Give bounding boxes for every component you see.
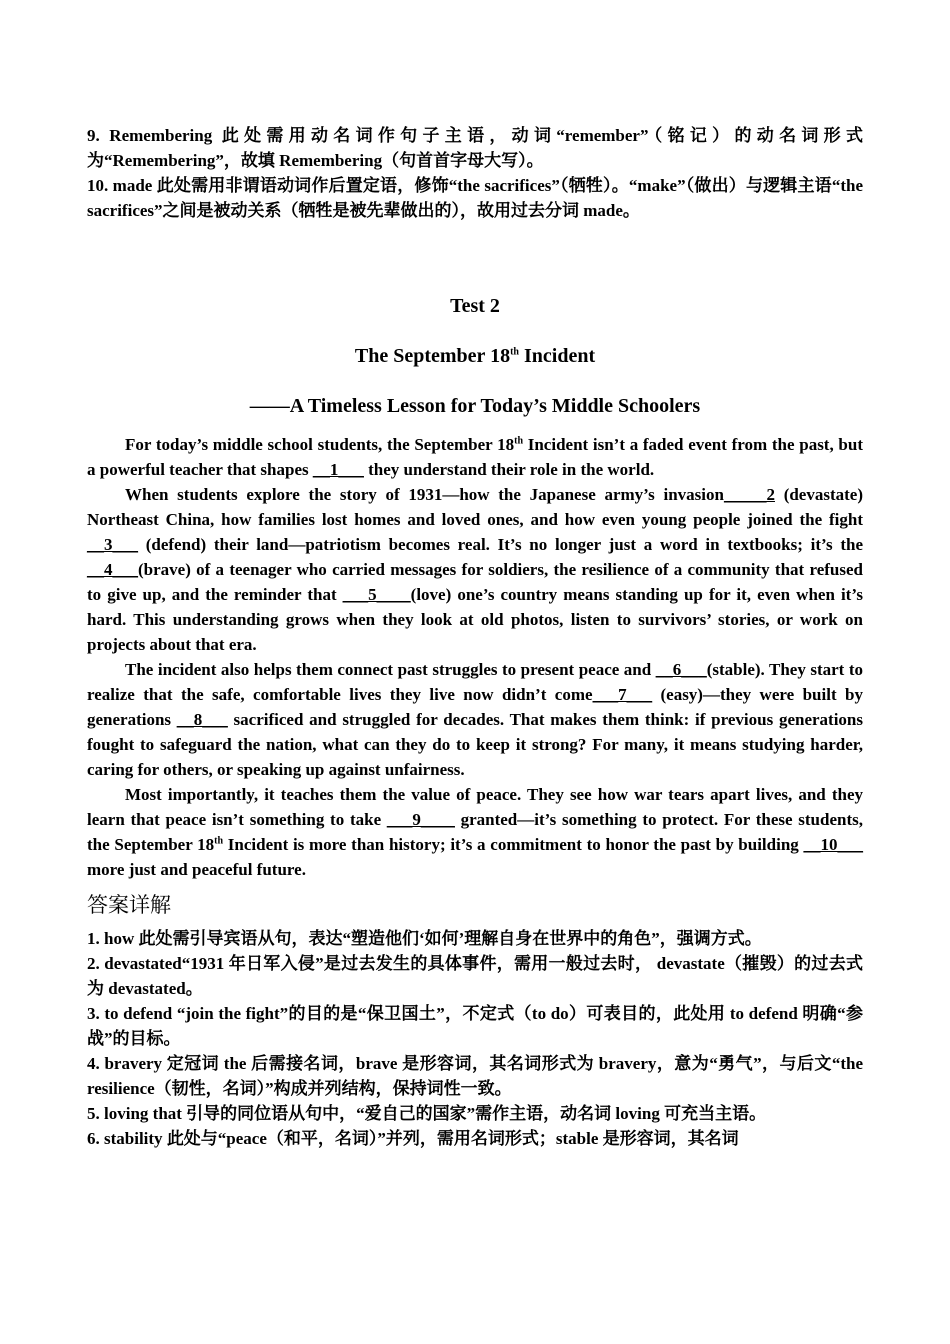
passage-text: (easy)—they were built by generations	[87, 685, 863, 729]
passage-text: (defend) their land—patriotism becomes real. It’s no longer just a word in textbooks; it’s the	[138, 535, 863, 554]
answer-lead: 2. devastated	[87, 954, 182, 973]
passage-text: For today’s middle school students, the September 18	[125, 435, 515, 454]
answer-item	[87, 1051, 863, 1101]
answer-lead: 1. how	[87, 929, 135, 948]
answer-text: 此处需用非谓语动词作后置定语，修饰“the sacrifices”（牺牲）。“make”（做出）与逻辑主语“the sacrifices”之间是被动关系（牺牲是被先辈做出的），故用过去分词 made。	[87, 176, 863, 220]
blank-6: __6___	[655, 660, 707, 679]
answer-lead: 5. loving	[87, 1104, 149, 1123]
passage-text: (love) one’s country means standing up for it, even when it’s hard. This understanding grows when they look at old photos, listen to survivors’ stories, or work on projects about that era.	[87, 585, 863, 654]
answer-item	[87, 1001, 863, 1051]
passage-text: Incident isn’t a faded event from the past, but a powerful teacher that shapes	[87, 435, 863, 479]
passage-paragraph-4	[87, 782, 863, 882]
blank-10: __10___	[803, 835, 863, 854]
answers-heading: 答案详解	[87, 893, 171, 917]
answer-item	[87, 1101, 863, 1126]
passage-title-sup: th	[510, 346, 519, 358]
answer-item-9	[87, 123, 863, 173]
blank-8: __8___	[176, 710, 228, 729]
passage-title	[87, 341, 863, 371]
blank-2: _____2	[723, 485, 775, 504]
answer-item	[87, 926, 863, 951]
passage-text: When students explore the story of 1931—how the Japanese army’s invasion	[125, 485, 724, 504]
answer-item	[87, 1126, 863, 1151]
blank-1: __1___	[312, 460, 364, 479]
superscript: th	[514, 435, 524, 447]
passage-text: granted—it’s something to protect. For these students, the September 18	[87, 810, 863, 854]
answer-lead: 6. stability	[87, 1129, 163, 1148]
passage-text: (stable). They start to realize that the safe, comfortable lives they live now didn’t come	[87, 660, 863, 704]
passage-text: (brave) of a teenager who carried messages for soldiers, the resilience of a community that refused to give up, and the reminder that	[87, 560, 863, 604]
answer-text: 此处需用动名词作句子主语，动词“remember”（铭记）的动名词形式为“Remembering”，故填 Remembering（句首首字母大写）。	[87, 126, 863, 170]
blank-3: __3___	[87, 535, 138, 554]
answer-lead: 4. bravery	[87, 1054, 163, 1073]
answer-item	[87, 951, 863, 1001]
passage-subtitle: ——A Timeless Lesson for Today’s Middle Schoolers	[249, 395, 701, 417]
blank-7: ___7___	[592, 685, 653, 704]
passage-text: Most importantly, it teaches them the value of peace. They see how war tears apart lives, and they learn that peace isn’t something to take	[87, 785, 863, 829]
answer-text: 定冠词 the 后需接名词，brave 是形容词，其名词形式为 bravery，意为“勇气”，与后文“the resilience（韧性，名词）”构成并列结构，保持词性一致。	[87, 1054, 863, 1098]
document-page	[87, 123, 863, 1151]
answer-text: “join the fight”的目的是“保卫国土”，不定式（to do）可表目的，此处用 to defend 明确“参战”的目标。	[87, 1004, 863, 1048]
passage-title-pre: The September 18	[354, 345, 511, 367]
passage-text: sacrificed and struggled for decades. That makes them think: if previous generations fought to safeguard the nation, what can they do to keep it strong? For many, it means studying harder, caring for others, or speaking up against unfairness.	[87, 710, 863, 779]
answer-text: “1931 年日军入侵”是过去发生的具体事件，需用一般过去时， devastate（摧毁）的过去式为 devastated。	[87, 954, 863, 998]
answer-lead: 9. Remembering	[87, 126, 213, 145]
answer-list	[87, 926, 863, 1151]
passage-paragraph-3	[87, 657, 863, 782]
answer-item-10	[87, 173, 863, 223]
passage-text: (devastate) Northeast China, how families lost homes and loved ones, and how even young people joined the fight	[87, 485, 863, 529]
answer-lead: 3. to defend	[87, 1004, 173, 1023]
answer-lead: 10. made	[87, 176, 153, 195]
test-label: Test 2	[450, 295, 500, 317]
passage-text: Incident is more than history; it’s a commitment to honor the past by building	[223, 835, 804, 854]
passage-paragraph-2	[87, 482, 863, 657]
blank-4: __4___	[87, 560, 138, 579]
passage-paragraph-1	[87, 432, 863, 482]
passage-title-post: Incident	[518, 345, 596, 367]
answer-text: that 引导的同位语从句中，“爱自己的国家”需作主语，动名词 loving 可充当主语。	[148, 1104, 767, 1123]
passage-text: they understand their role in the world.	[363, 460, 655, 479]
superscript: th	[214, 835, 224, 847]
blank-9: ___9____	[386, 810, 455, 829]
blank-5: ___5____	[342, 585, 411, 604]
answer-text: 此处需引导宾语从句，表达“塑造他们‘如何’理解自身在世界中的角色”，强调方式。	[134, 929, 762, 948]
passage-body	[87, 432, 863, 882]
passage-text: The incident also helps them connect past struggles to present peace and	[125, 660, 656, 679]
passage-text: more just and peaceful future.	[87, 860, 306, 879]
answer-text: 此处与“peace（和平，名词）”并列，需用名词形式；stable 是形容词，其名词	[162, 1129, 739, 1148]
